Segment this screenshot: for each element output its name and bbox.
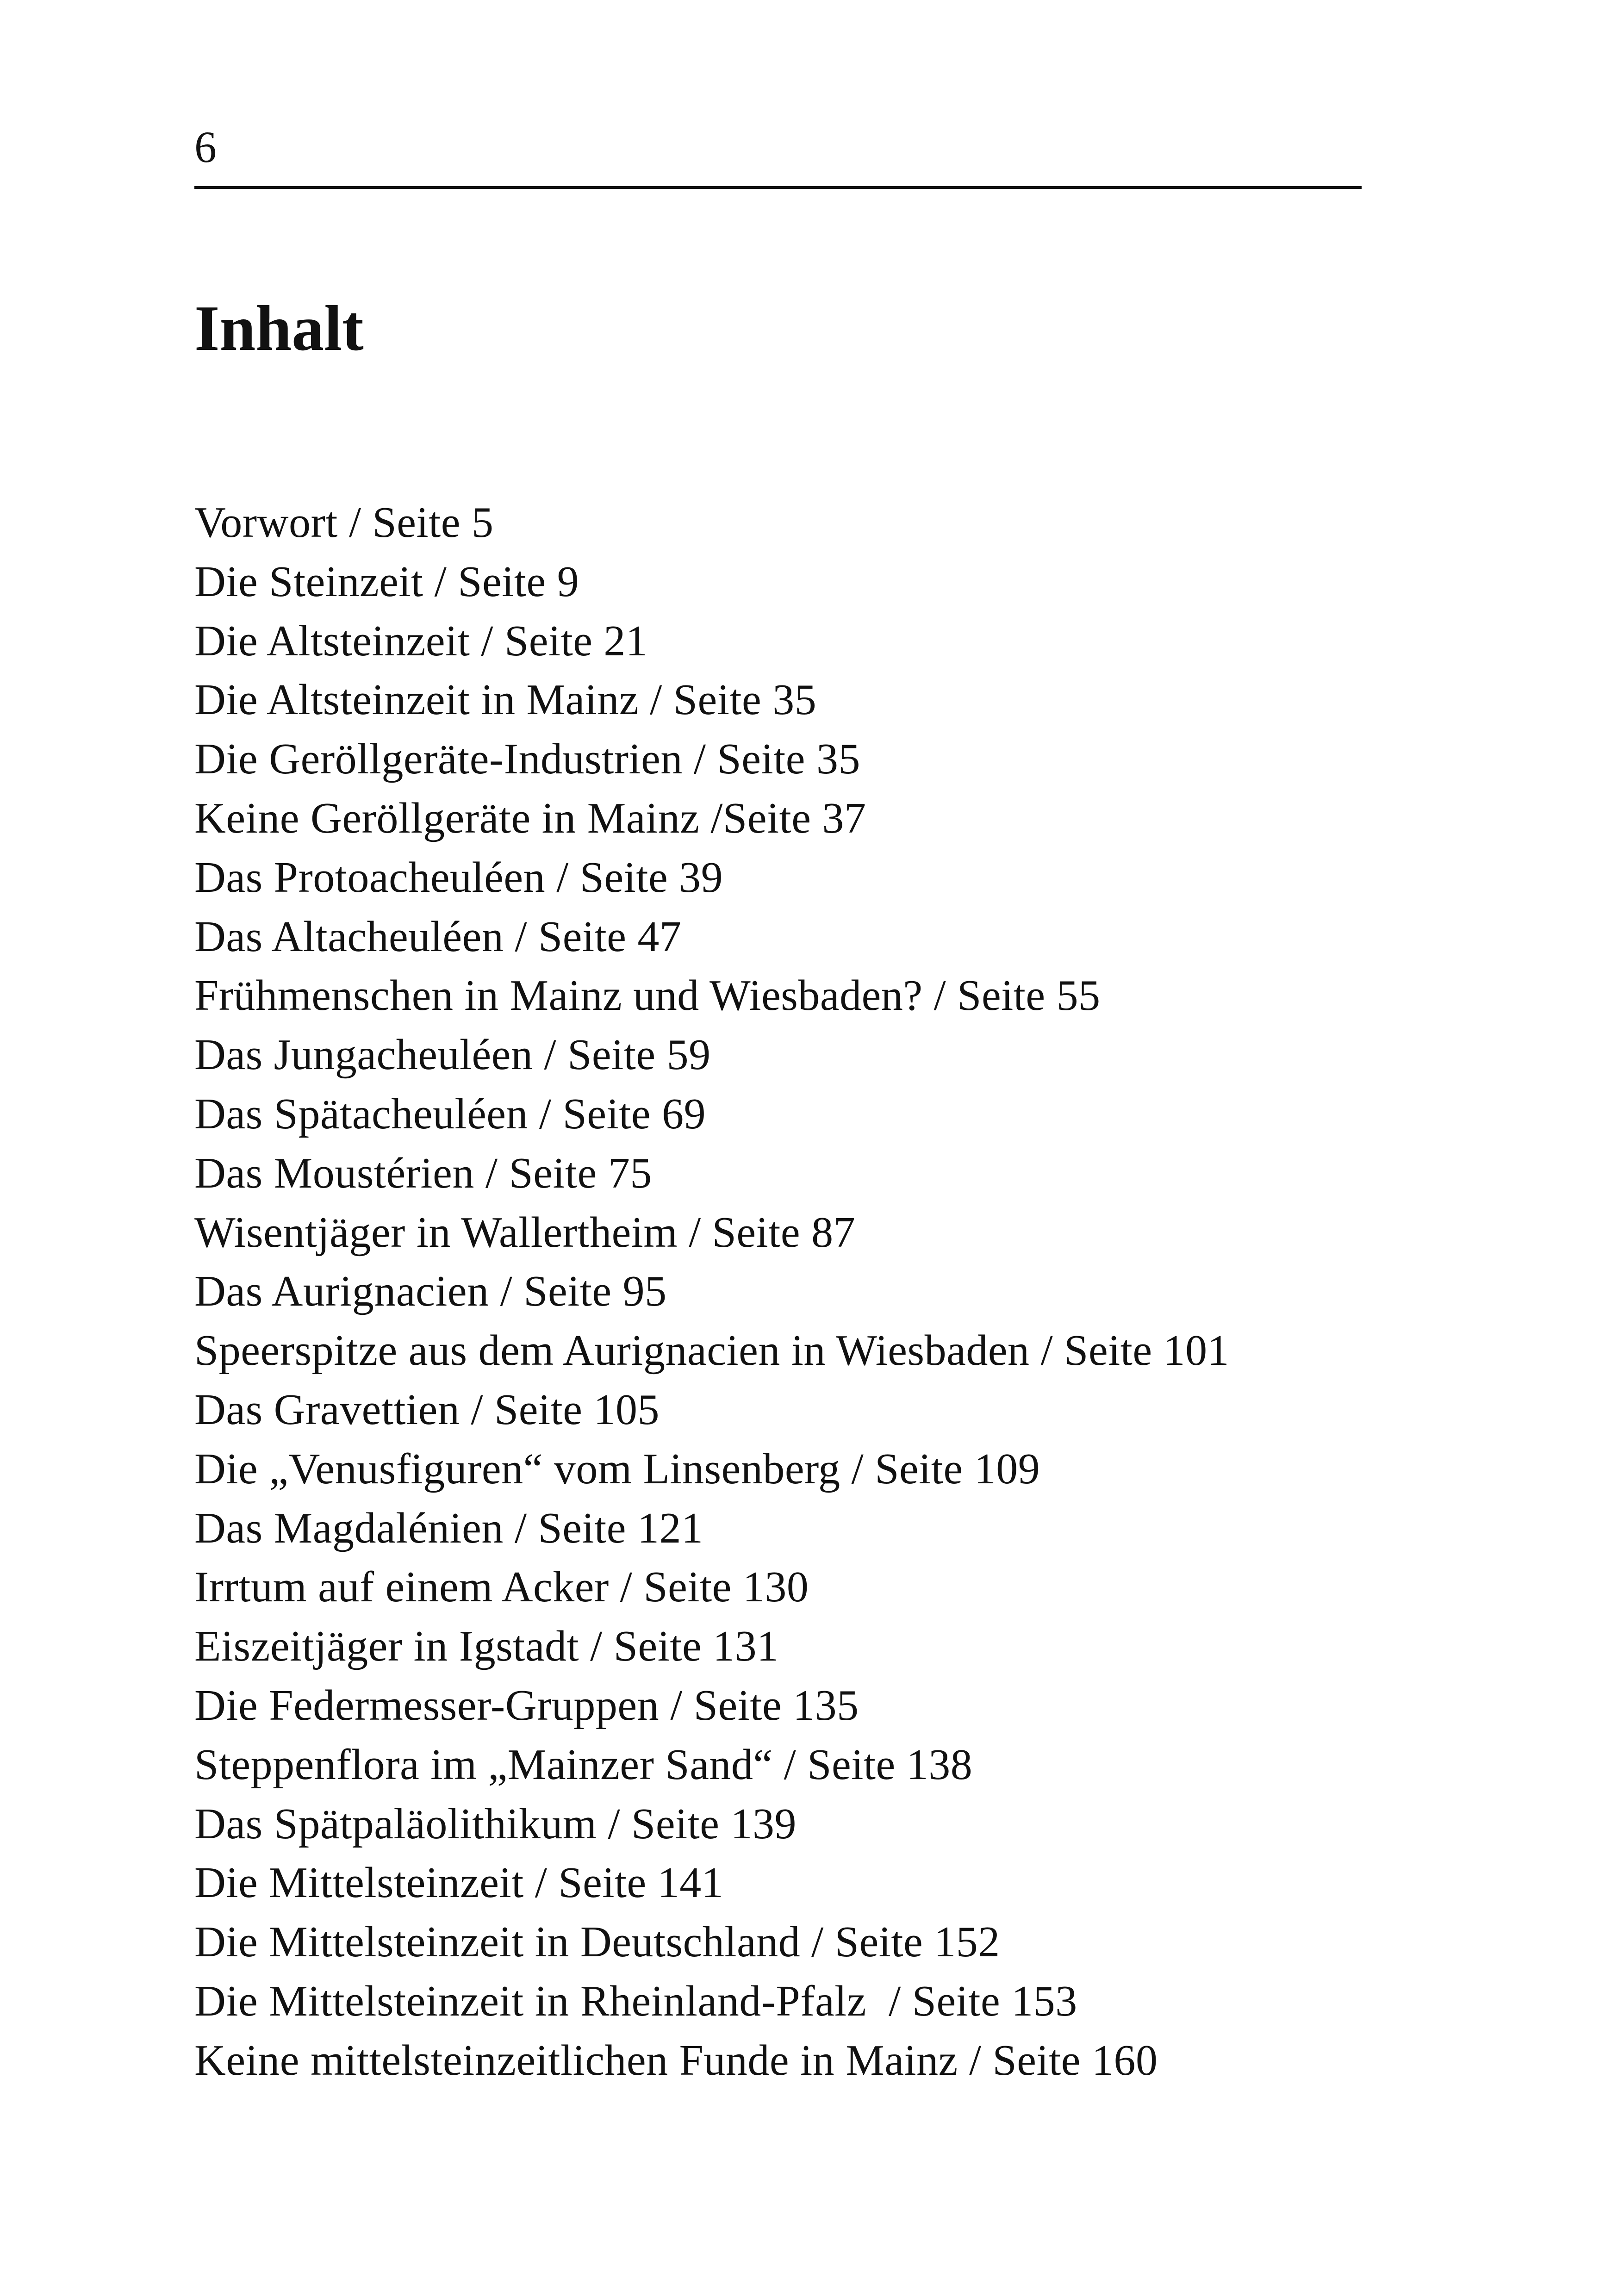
toc-entry: Steppenflora im „Mainzer Sand“ / Seite 138 <box>194 1740 973 1789</box>
toc-entry: Die Mittelsteinzeit in Deutschland / Seite 152 <box>194 1918 1000 1966</box>
toc-entry: Speerspitze aus dem Aurignacien in Wiesbaden / Seite 101 <box>194 1326 1230 1375</box>
toc-entry: Irrtum auf einem Acker / Seite 130 <box>194 1563 809 1612</box>
toc-entry: Die Altsteinzeit in Mainz / Seite 35 <box>194 676 817 724</box>
toc-entry: Die Mittelsteinzeit / Seite 141 <box>194 1859 724 1907</box>
toc-entry: Vorwort / Seite 5 <box>194 498 494 547</box>
toc-entry: Das Jungacheuléen / Seite 59 <box>194 1031 711 1079</box>
toc-entry: Keine Geröllgeräte in Mainz /Seite 37 <box>194 794 866 842</box>
toc-entry: Das Altacheuléen / Seite 47 <box>194 912 682 961</box>
toc-entry: Die Steinzeit / Seite 9 <box>194 557 579 606</box>
toc-entry: Keine mittelsteinzeitlichen Funde in Mainz / Seite 160 <box>194 2036 1158 2084</box>
toc-entry: Die Altsteinzeit / Seite 21 <box>194 616 648 665</box>
toc-entry: Die Federmesser-Gruppen / Seite 135 <box>194 1681 859 1730</box>
toc-entry: Wisentjäger in Wallertheim / Seite 87 <box>194 1208 856 1257</box>
toc-entry: Das Magdalénien / Seite 121 <box>194 1504 703 1552</box>
toc-entry: Die Geröllgeräte-Industrien / Seite 35 <box>194 735 860 784</box>
toc-entry: Die „Venusfiguren“ vom Linsenberg / Seite 109 <box>194 1444 1040 1493</box>
toc-entry: Das Spätpaläolithikum / Seite 139 <box>194 1799 797 1848</box>
toc-entry: Das Gravettien / Seite 105 <box>194 1385 660 1434</box>
toc-entry: Das Protoacheuléen / Seite 39 <box>194 853 723 902</box>
table-of-contents <box>194 493 1379 2091</box>
toc-entry: Das Aurignacien / Seite 95 <box>194 1267 667 1316</box>
header-rule <box>194 186 1362 189</box>
toc-entry: Das Spätacheuléen / Seite 69 <box>194 1089 706 1138</box>
page-title: Inhalt <box>194 292 364 364</box>
toc-entry: Die Mittelsteinzeit in Rheinland-Pfalz / Seite 153 <box>194 1977 1077 2025</box>
page-number: 6 <box>194 122 217 172</box>
toc-entry: Das Moustérien / Seite 75 <box>194 1149 652 1197</box>
toc-entry: Frühmenschen in Mainz und Wiesbaden? / Seite 55 <box>194 971 1101 1020</box>
toc-entry: Eiszeitjäger in Igstadt / Seite 131 <box>194 1622 779 1671</box>
